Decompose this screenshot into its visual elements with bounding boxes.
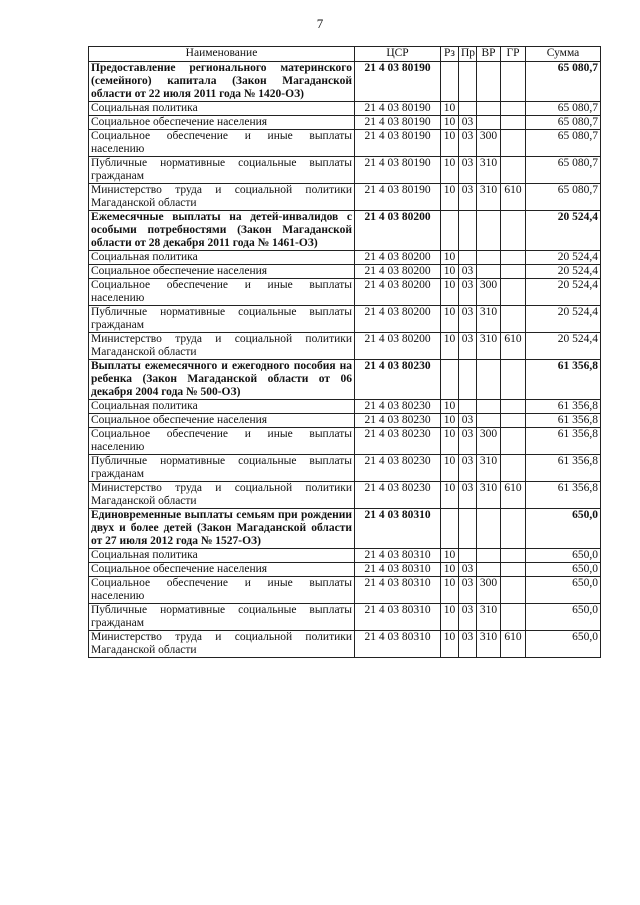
table-row bbox=[89, 549, 601, 563]
table-row bbox=[89, 414, 601, 428]
row-sum-cell: 61 356,8 bbox=[526, 414, 601, 428]
row-name-cell: Социальное обеспечение и иные выплаты населению bbox=[89, 577, 355, 604]
row-pr-cell bbox=[459, 360, 477, 400]
row-rz-cell: 10 bbox=[441, 563, 459, 577]
row-name-cell: Публичные нормативные социальные выплаты гражданам bbox=[89, 455, 355, 482]
row-sum-cell: 650,0 bbox=[526, 577, 601, 604]
row-gr-cell bbox=[501, 265, 526, 279]
row-sum-cell: 650,0 bbox=[526, 563, 601, 577]
row-gr-cell bbox=[501, 157, 526, 184]
row-sum-cell: 61 356,8 bbox=[526, 400, 601, 414]
row-rz-cell: 10 bbox=[441, 102, 459, 116]
row-gr-cell bbox=[501, 62, 526, 102]
table-body bbox=[89, 62, 601, 658]
table-row bbox=[89, 428, 601, 455]
row-gr-cell bbox=[501, 102, 526, 116]
row-vr-cell: 310 bbox=[477, 157, 501, 184]
header-vr: ВР bbox=[477, 47, 501, 62]
row-sum-cell: 65 080,7 bbox=[526, 116, 601, 130]
row-gr-cell: 610 bbox=[501, 631, 526, 658]
row-sum-cell: 20 524,4 bbox=[526, 265, 601, 279]
row-vr-cell bbox=[477, 211, 501, 251]
row-rz-cell bbox=[441, 211, 459, 251]
table-row bbox=[89, 102, 601, 116]
table-row bbox=[89, 306, 601, 333]
row-gr-cell: 610 bbox=[501, 333, 526, 360]
row-name-cell: Социальное обеспечение населения bbox=[89, 116, 355, 130]
table-row bbox=[89, 604, 601, 631]
header-pr: Пр bbox=[459, 47, 477, 62]
row-sum-cell: 65 080,7 bbox=[526, 130, 601, 157]
row-csr-cell: 21 4 03 80200 bbox=[355, 333, 441, 360]
row-sum-cell: 65 080,7 bbox=[526, 157, 601, 184]
row-pr-cell bbox=[459, 549, 477, 563]
row-vr-cell bbox=[477, 400, 501, 414]
row-gr-cell bbox=[501, 577, 526, 604]
row-gr-cell bbox=[501, 509, 526, 549]
header-sum: Сумма bbox=[526, 47, 601, 62]
row-gr-cell bbox=[501, 549, 526, 563]
table-row bbox=[89, 211, 601, 251]
row-name-cell: Социальное обеспечение населения bbox=[89, 265, 355, 279]
row-pr-cell: 03 bbox=[459, 306, 477, 333]
row-rz-cell: 10 bbox=[441, 306, 459, 333]
row-rz-cell: 10 bbox=[441, 604, 459, 631]
row-name-cell: Публичные нормативные социальные выплаты гражданам bbox=[89, 306, 355, 333]
row-csr-cell: 21 4 03 80230 bbox=[355, 428, 441, 455]
row-name-cell: Единовременные выплаты семьям при рождении двух и более детей (Закон Магаданской области от 27 июля 2012 года № 1527-ОЗ) bbox=[89, 509, 355, 549]
row-sum-cell: 61 356,8 bbox=[526, 482, 601, 509]
row-csr-cell: 21 4 03 80230 bbox=[355, 482, 441, 509]
row-pr-cell: 03 bbox=[459, 157, 477, 184]
row-pr-cell: 03 bbox=[459, 604, 477, 631]
row-csr-cell: 21 4 03 80310 bbox=[355, 549, 441, 563]
table-row bbox=[89, 563, 601, 577]
row-rz-cell: 10 bbox=[441, 333, 459, 360]
row-name-cell: Публичные нормативные социальные выплаты гражданам bbox=[89, 604, 355, 631]
row-vr-cell: 310 bbox=[477, 631, 501, 658]
header-csr: ЦСР bbox=[355, 47, 441, 62]
row-rz-cell: 10 bbox=[441, 116, 459, 130]
row-rz-cell: 10 bbox=[441, 251, 459, 265]
row-vr-cell bbox=[477, 116, 501, 130]
row-name-cell: Министерство труда и социальной политики Магаданской области bbox=[89, 631, 355, 658]
row-pr-cell: 03 bbox=[459, 333, 477, 360]
row-vr-cell bbox=[477, 102, 501, 116]
row-sum-cell: 20 524,4 bbox=[526, 333, 601, 360]
row-sum-cell: 65 080,7 bbox=[526, 62, 601, 102]
row-vr-cell: 300 bbox=[477, 428, 501, 455]
table-row bbox=[89, 360, 601, 400]
row-rz-cell: 10 bbox=[441, 577, 459, 604]
row-gr-cell bbox=[501, 306, 526, 333]
table-row bbox=[89, 455, 601, 482]
row-pr-cell bbox=[459, 102, 477, 116]
row-csr-cell: 21 4 03 80310 bbox=[355, 631, 441, 658]
row-csr-cell: 21 4 03 80230 bbox=[355, 360, 441, 400]
row-sum-cell: 650,0 bbox=[526, 604, 601, 631]
row-name-cell: Социальная политика bbox=[89, 549, 355, 563]
table-row bbox=[89, 130, 601, 157]
row-pr-cell: 03 bbox=[459, 482, 477, 509]
row-gr-cell bbox=[501, 604, 526, 631]
row-vr-cell bbox=[477, 62, 501, 102]
row-vr-cell: 310 bbox=[477, 333, 501, 360]
row-vr-cell: 310 bbox=[477, 482, 501, 509]
row-vr-cell: 310 bbox=[477, 455, 501, 482]
table-row bbox=[89, 251, 601, 265]
row-sum-cell: 20 524,4 bbox=[526, 251, 601, 265]
row-gr-cell bbox=[501, 563, 526, 577]
header-name: Наименование bbox=[89, 47, 355, 62]
row-gr-cell bbox=[501, 130, 526, 157]
row-rz-cell: 10 bbox=[441, 428, 459, 455]
row-sum-cell: 61 356,8 bbox=[526, 360, 601, 400]
row-rz-cell: 10 bbox=[441, 265, 459, 279]
row-pr-cell: 03 bbox=[459, 577, 477, 604]
row-name-cell: Министерство труда и социальной политики Магаданской области bbox=[89, 184, 355, 211]
table-row bbox=[89, 157, 601, 184]
row-vr-cell bbox=[477, 509, 501, 549]
row-name-cell: Министерство труда и социальной политики Магаданской области bbox=[89, 482, 355, 509]
row-gr-cell bbox=[501, 455, 526, 482]
row-name-cell: Социальное обеспечение населения bbox=[89, 563, 355, 577]
row-sum-cell: 20 524,4 bbox=[526, 211, 601, 251]
row-gr-cell bbox=[501, 414, 526, 428]
row-gr-cell bbox=[501, 251, 526, 265]
row-pr-cell bbox=[459, 400, 477, 414]
table-row bbox=[89, 279, 601, 306]
row-name-cell: Социальное обеспечение населения bbox=[89, 414, 355, 428]
row-csr-cell: 21 4 03 80190 bbox=[355, 116, 441, 130]
row-gr-cell bbox=[501, 428, 526, 455]
row-name-cell: Министерство труда и социальной политики Магаданской области bbox=[89, 333, 355, 360]
row-rz-cell bbox=[441, 509, 459, 549]
row-vr-cell bbox=[477, 414, 501, 428]
header-gr: ГР bbox=[501, 47, 526, 62]
row-pr-cell: 03 bbox=[459, 563, 477, 577]
row-name-cell: Социальная политика bbox=[89, 251, 355, 265]
row-name-cell: Публичные нормативные социальные выплаты гражданам bbox=[89, 157, 355, 184]
row-name-cell: Социальное обеспечение и иные выплаты населению bbox=[89, 428, 355, 455]
row-gr-cell bbox=[501, 211, 526, 251]
header-rz: Рз bbox=[441, 47, 459, 62]
row-gr-cell: 610 bbox=[501, 482, 526, 509]
row-pr-cell: 03 bbox=[459, 279, 477, 306]
row-csr-cell: 21 4 03 80190 bbox=[355, 184, 441, 211]
row-name-cell: Ежемесячные выплаты на детей-инвалидов с особыми потребностями (Закон Магаданской области от 28 декабря 2011 года № 1461-ОЗ) bbox=[89, 211, 355, 251]
row-vr-cell: 300 bbox=[477, 577, 501, 604]
table-row bbox=[89, 265, 601, 279]
row-rz-cell: 10 bbox=[441, 414, 459, 428]
table-row bbox=[89, 62, 601, 102]
row-pr-cell bbox=[459, 211, 477, 251]
row-pr-cell: 03 bbox=[459, 116, 477, 130]
row-pr-cell: 03 bbox=[459, 130, 477, 157]
row-rz-cell: 10 bbox=[441, 400, 459, 414]
row-name-cell: Выплаты ежемесячного и ежегодного пособия на ребенка (Закон Магаданской области от 06 декабря 2004 года № 500-ОЗ) bbox=[89, 360, 355, 400]
table-row bbox=[89, 631, 601, 658]
row-pr-cell: 03 bbox=[459, 455, 477, 482]
table-row bbox=[89, 184, 601, 211]
row-vr-cell: 310 bbox=[477, 306, 501, 333]
row-csr-cell: 21 4 03 80200 bbox=[355, 251, 441, 265]
row-vr-cell bbox=[477, 549, 501, 563]
row-pr-cell bbox=[459, 509, 477, 549]
row-name-cell: Социальная политика bbox=[89, 400, 355, 414]
row-sum-cell: 20 524,4 bbox=[526, 279, 601, 306]
table-header-row bbox=[89, 47, 601, 62]
table-row bbox=[89, 577, 601, 604]
row-csr-cell: 21 4 03 80310 bbox=[355, 604, 441, 631]
row-pr-cell bbox=[459, 251, 477, 265]
row-pr-cell: 03 bbox=[459, 265, 477, 279]
row-gr-cell: 610 bbox=[501, 184, 526, 211]
row-rz-cell: 10 bbox=[441, 184, 459, 211]
row-gr-cell bbox=[501, 360, 526, 400]
row-vr-cell: 310 bbox=[477, 184, 501, 211]
row-csr-cell: 21 4 03 80190 bbox=[355, 102, 441, 116]
row-pr-cell: 03 bbox=[459, 184, 477, 211]
row-csr-cell: 21 4 03 80310 bbox=[355, 509, 441, 549]
row-csr-cell: 21 4 03 80190 bbox=[355, 130, 441, 157]
row-sum-cell: 650,0 bbox=[526, 631, 601, 658]
row-vr-cell: 310 bbox=[477, 604, 501, 631]
row-name-cell: Социальное обеспечение и иные выплаты населению bbox=[89, 130, 355, 157]
row-csr-cell: 21 4 03 80200 bbox=[355, 306, 441, 333]
row-vr-cell bbox=[477, 360, 501, 400]
row-gr-cell bbox=[501, 400, 526, 414]
row-rz-cell: 10 bbox=[441, 482, 459, 509]
table-row bbox=[89, 333, 601, 360]
row-csr-cell: 21 4 03 80190 bbox=[355, 62, 441, 102]
table-row bbox=[89, 400, 601, 414]
row-name-cell: Предоставление регионального материнского (семейного) капитала (Закон Магаданской области от 22 июля 2011 года № 1420-ОЗ) bbox=[89, 62, 355, 102]
row-sum-cell: 61 356,8 bbox=[526, 428, 601, 455]
row-rz-cell: 10 bbox=[441, 631, 459, 658]
row-gr-cell bbox=[501, 279, 526, 306]
row-rz-cell bbox=[441, 62, 459, 102]
row-vr-cell: 300 bbox=[477, 279, 501, 306]
row-rz-cell: 10 bbox=[441, 549, 459, 563]
row-csr-cell: 21 4 03 80230 bbox=[355, 455, 441, 482]
budget-table bbox=[88, 46, 601, 658]
row-csr-cell: 21 4 03 80200 bbox=[355, 211, 441, 251]
row-vr-cell bbox=[477, 265, 501, 279]
row-sum-cell: 61 356,8 bbox=[526, 455, 601, 482]
row-vr-cell bbox=[477, 251, 501, 265]
table-row bbox=[89, 482, 601, 509]
table-row bbox=[89, 509, 601, 549]
row-name-cell: Социальное обеспечение и иные выплаты населению bbox=[89, 279, 355, 306]
row-sum-cell: 650,0 bbox=[526, 509, 601, 549]
row-vr-cell: 300 bbox=[477, 130, 501, 157]
row-pr-cell: 03 bbox=[459, 631, 477, 658]
row-rz-cell: 10 bbox=[441, 279, 459, 306]
row-vr-cell bbox=[477, 563, 501, 577]
row-csr-cell: 21 4 03 80310 bbox=[355, 563, 441, 577]
row-csr-cell: 21 4 03 80200 bbox=[355, 279, 441, 306]
page-number: 7 bbox=[316, 16, 324, 31]
row-csr-cell: 21 4 03 80230 bbox=[355, 414, 441, 428]
row-csr-cell: 21 4 03 80190 bbox=[355, 157, 441, 184]
table-row bbox=[89, 116, 601, 130]
row-sum-cell: 650,0 bbox=[526, 549, 601, 563]
row-pr-cell bbox=[459, 62, 477, 102]
row-rz-cell: 10 bbox=[441, 157, 459, 184]
row-sum-cell: 20 524,4 bbox=[526, 306, 601, 333]
row-sum-cell: 65 080,7 bbox=[526, 102, 601, 116]
row-rz-cell bbox=[441, 360, 459, 400]
row-rz-cell: 10 bbox=[441, 455, 459, 482]
row-rz-cell: 10 bbox=[441, 130, 459, 157]
row-gr-cell bbox=[501, 116, 526, 130]
row-csr-cell: 21 4 03 80310 bbox=[355, 577, 441, 604]
row-csr-cell: 21 4 03 80200 bbox=[355, 265, 441, 279]
row-pr-cell: 03 bbox=[459, 414, 477, 428]
row-name-cell: Социальная политика bbox=[89, 102, 355, 116]
row-csr-cell: 21 4 03 80230 bbox=[355, 400, 441, 414]
row-pr-cell: 03 bbox=[459, 428, 477, 455]
row-sum-cell: 65 080,7 bbox=[526, 184, 601, 211]
